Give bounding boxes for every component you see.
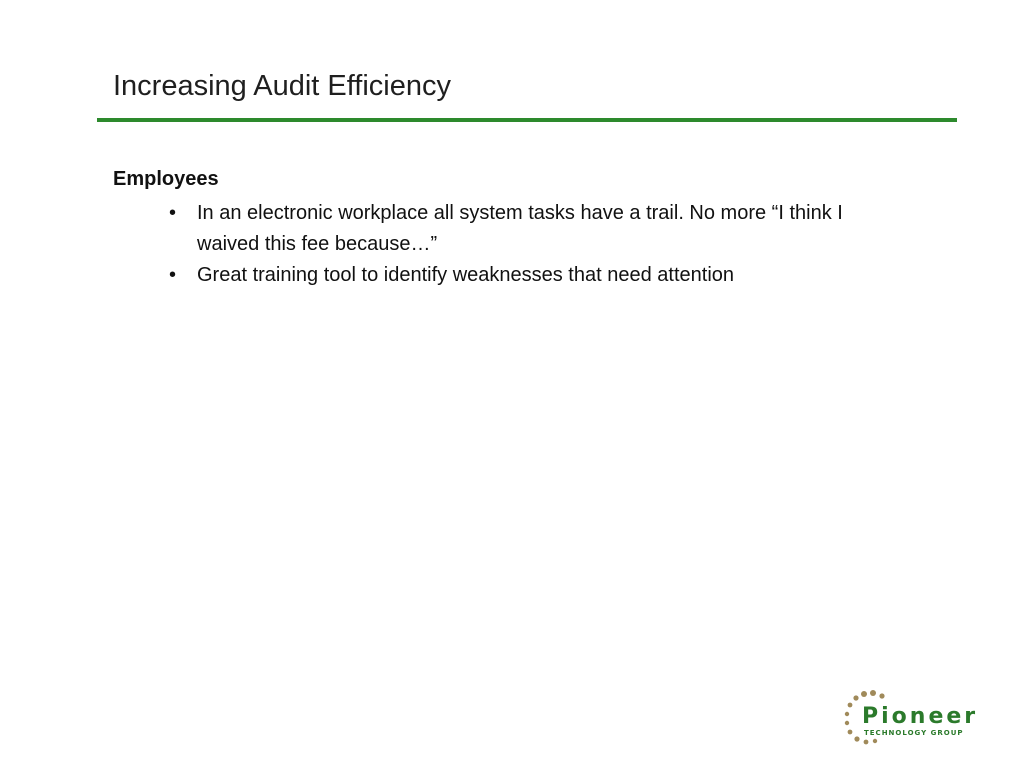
bullet-icon: • — [169, 264, 177, 286]
bullet-item — [169, 198, 909, 260]
title-underline-rule — [97, 118, 957, 122]
bullet-item — [169, 260, 909, 291]
bullet-list — [169, 198, 909, 291]
pioneer-logo — [840, 688, 1002, 746]
bullet-icon: • — [169, 202, 177, 224]
slide-title: Increasing Audit Efficiency — [113, 70, 451, 102]
section-heading: Employees — [113, 168, 219, 190]
logo-tagline: TECHNOLOGY GROUP — [864, 729, 964, 737]
bullet-text: Great training tool to identify weaknesses that need attention — [197, 264, 735, 286]
bullet-text: In an electronic workplace all system tasks have a trail. No more “I think I waived this fee because…” — [197, 202, 843, 255]
logo-wordmark: Pioneer — [862, 704, 979, 729]
